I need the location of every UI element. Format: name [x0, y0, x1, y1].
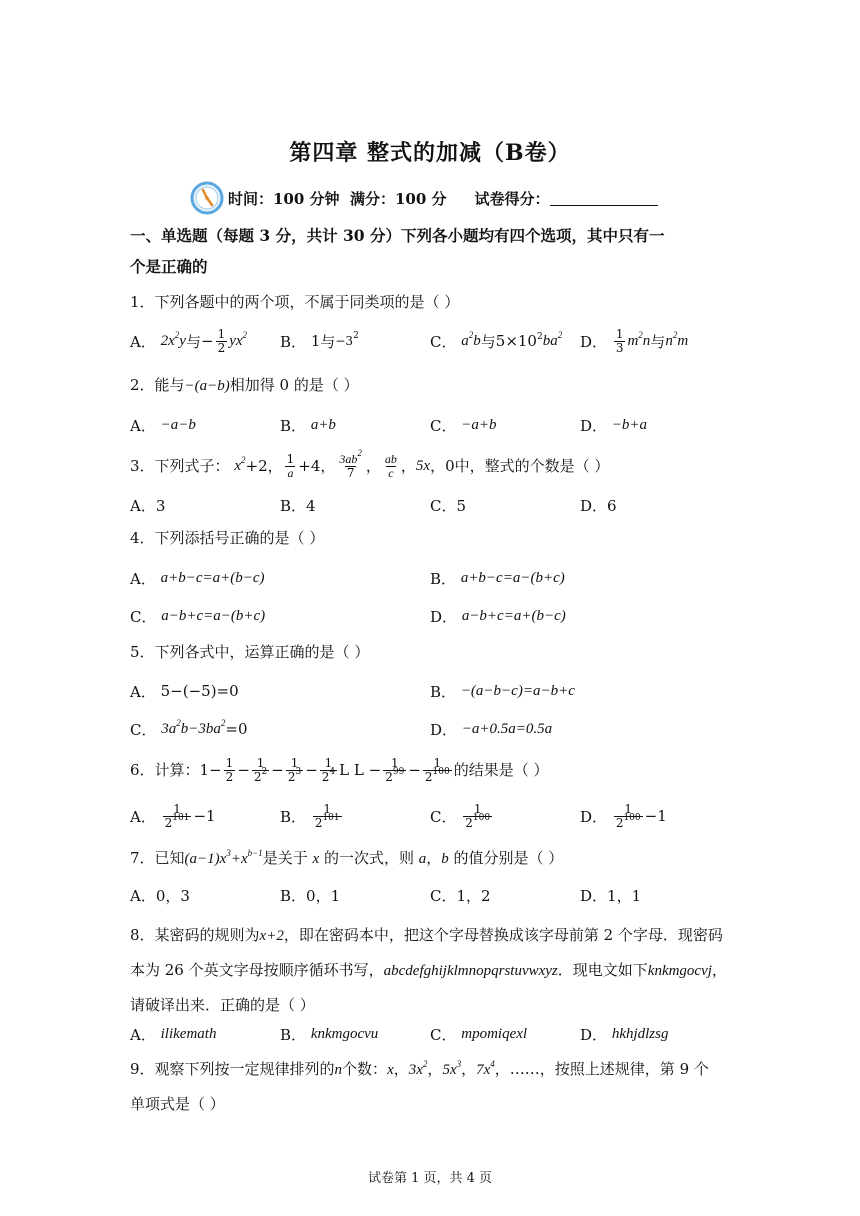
question-3-options: [130, 490, 740, 520]
option-a[interactable]: A． −a−b: [130, 416, 196, 435]
question-2-options: [130, 410, 740, 440]
option-a[interactable]: A．0，3: [130, 886, 190, 905]
question-1: 1．下列各题中的两个项，不属于同类项的是（ ）: [130, 293, 460, 311]
question-3: 3．下列式子： $x^2$ +2， $\frac{1}{a}$ +4， $\frac{3ab^2}{7}$ ， $\frac{ab}{c}$ ， 5x ，0 中，整式的个数是（ ）: [130, 447, 610, 480]
question-8-options: [130, 1019, 740, 1049]
option-b[interactable]: B． −(a−b−c)=a−b+c: [430, 682, 575, 701]
option-a[interactable]: A．3: [130, 496, 166, 515]
option-c[interactable]: C．1，2: [430, 886, 491, 905]
option-c[interactable]: C． $3a^2b-3ba^2$ =0: [130, 717, 248, 739]
option-d[interactable]: D． a−b+c=a+(b−c): [430, 607, 566, 626]
question-7: 7．已知$(a-1)x^3+x^{b-1}$是关于 x 的一次式，则 a，b 的值分别是（ ）: [130, 848, 564, 867]
option-c[interactable]: C． $\frac{1}{2^{100}}$: [430, 801, 491, 830]
question-6-options: [130, 798, 740, 834]
option-d[interactable]: D．1，1: [580, 886, 642, 905]
exam-info: [190, 180, 658, 216]
option-a[interactable]: A． a+b−c=a+(b−c): [130, 569, 265, 588]
result-label: 试卷得分：: [474, 189, 550, 208]
question-5-options-row2: [130, 714, 740, 744]
option-c[interactable]: C． mpomiqexl: [430, 1025, 528, 1044]
option-d[interactable]: D．6: [580, 496, 617, 515]
page-footer: 试卷第 1 页，共 4 页: [367, 1171, 493, 1186]
option-a[interactable]: A． ilikemath: [130, 1025, 217, 1044]
question-5: 5．下列各式中，运算正确的是（ ）: [130, 643, 370, 661]
score-label: 满分：100 分: [350, 189, 447, 208]
option-c[interactable]: C． a−b+c=a−(b+c): [130, 607, 266, 626]
option-c[interactable]: C．5: [430, 496, 467, 515]
option-a[interactable]: A． 5−(−5)=0: [130, 682, 239, 701]
option-a[interactable]: A． $2x^2y$ 与 − $\frac{1}{2}$ $yx^2$: [130, 326, 248, 355]
option-b[interactable]: B． knkmgocvu: [280, 1025, 379, 1044]
question-5-options-row1: [130, 676, 740, 706]
option-d[interactable]: D． −a+0.5a=0.5a: [430, 720, 553, 739]
question-4-options-row1: [130, 563, 740, 593]
option-d[interactable]: D． $\frac{1}{2^{100}}$ −1: [580, 801, 667, 830]
question-9: 9．观察下列按一定规律排列的n个数：x，$3x^2$，$5x^3$，$7x^4$，……，按照上述规律，第 9 个 单项式是（ ）: [130, 1059, 709, 1113]
clock-icon: [190, 181, 224, 215]
question-4-options-row2: [130, 601, 740, 631]
option-b[interactable]: B． a+b: [280, 416, 336, 435]
time-label: 时间：100 分钟: [228, 189, 340, 208]
option-b[interactable]: B． a+b−c=a−(b+c): [430, 569, 565, 588]
option-d[interactable]: D． $\frac{1}{3}$ $m^2n$ 与 $n^2m$: [580, 326, 689, 355]
question-8: 8．某密码的规则为x+2，即在密码本中，把这个字母替换成该字母前第 2 个字母．现密码 本为 26 个英文字母按顺序循环书写，abcdefghijklmnopqrstuvwxyz．现电文如下knkmgocvj， 请破译出来．正确的是（ ）: [130, 926, 727, 1014]
question-6: 6．计算： 1− $\frac{1}{2}$ − $\frac{1}{2^2}$ − $\frac{1}{2^3}$ − $\frac{1}{2^4}$ L L − $\frac{1}{2^{99}}$ − $\frac{1}{2^{100}}$ 的结果是（ ）: [130, 755, 549, 784]
option-b[interactable]: B．4: [280, 496, 316, 515]
option-a[interactable]: A． $\frac{1}{2^{101}}$ −1: [130, 801, 216, 830]
option-b[interactable]: B．0，1: [280, 886, 341, 905]
section-heading: 一、单选题（每题 3 分，共计 30 分）下列各小题均有四个选项，其中只有一 个是正确的: [130, 226, 665, 276]
question-2: 2．能与−(a−b)相加得 0 的是（ ）: [130, 376, 359, 394]
score-blank[interactable]: [550, 191, 658, 206]
option-c[interactable]: C． −a+b: [430, 416, 497, 435]
question-7-options: [130, 880, 740, 910]
option-b[interactable]: B． $\frac{1}{2^{101}}$: [280, 801, 340, 830]
question-4: 4．下列添括号正确的是（ ）: [130, 529, 325, 547]
question-1-options: [130, 326, 740, 356]
option-d[interactable]: D． hkhjdlzsg: [580, 1025, 669, 1044]
option-b[interactable]: B． 1 与 $-3^2$: [280, 331, 359, 351]
option-d[interactable]: D． −b+a: [580, 416, 648, 435]
page-title: 第四章 整式的加减（B卷）: [289, 140, 571, 166]
option-c[interactable]: C． $a^2b$ 与 $5\times 10^2$ $ba^2$: [430, 329, 563, 351]
